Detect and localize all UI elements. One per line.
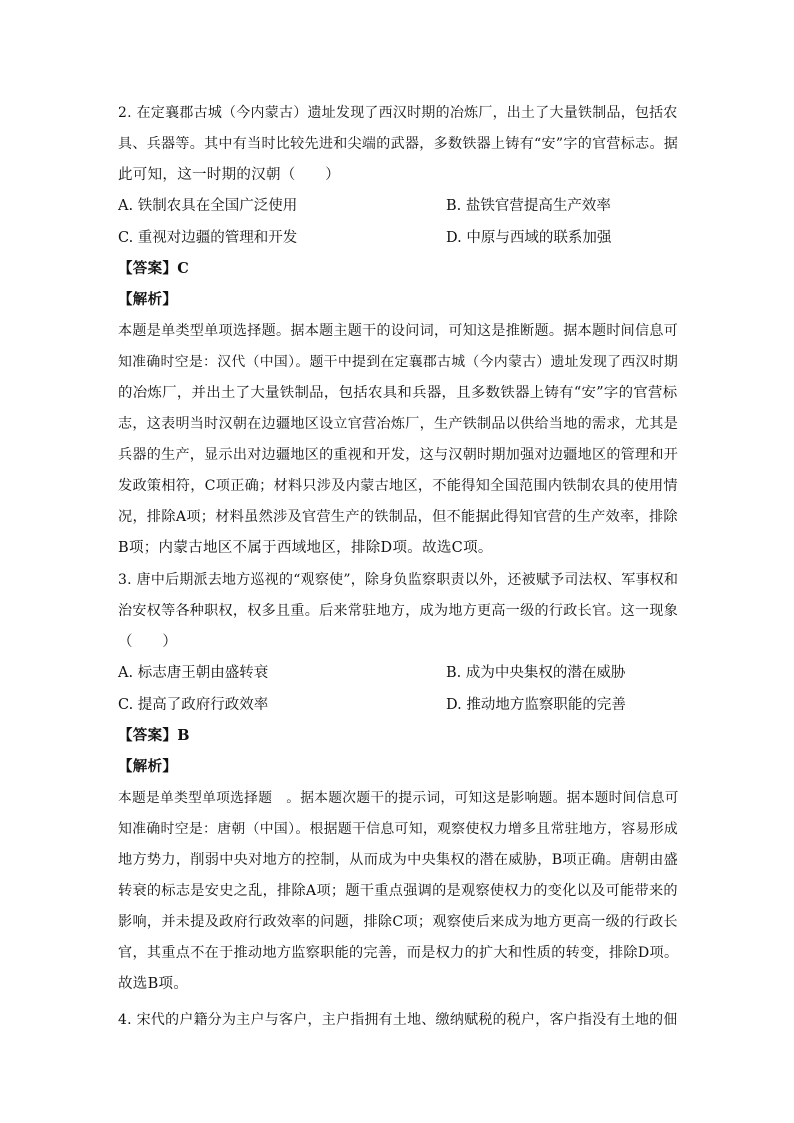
- q3-analysis-line-1: 本题是单类型单项选择题 。据本题次题干的提示词，可知这是影响题。据本题时间信息可: [118, 790, 679, 806]
- q2-analysis-line-3: 的冶炼厂，并出土了大量铁制品，包括农具和兵器，且多数铁器上铸有“安”字的官营标: [118, 385, 678, 401]
- q3-analysis-line-6: 官，其重点不在于推动地方监察职能的完善，而是权力的扩大和性质的转变，排除D项。: [118, 945, 679, 961]
- q2-analysis-label: 【解析】: [118, 291, 178, 308]
- q4-stem-line-1: 4. 宋代的户籍分为主户与客户，主户指拥有土地、缴纳赋税的税户，客户指没有土地的佃: [118, 1012, 678, 1028]
- q2-analysis-line-5: 兵器的生产，显示出对边疆地区的重视和开发，这与汉朝时期加强对边疆地区的管理和开: [118, 447, 679, 463]
- q2-option-d: D. 中原与西域的联系加强: [446, 230, 612, 246]
- q2-stem-line-3: 此可知，这一时期的汉朝（ ）: [118, 167, 340, 183]
- q3-stem-line-3: （ ）: [118, 634, 178, 650]
- q2-analysis-line-2: 知准确时空是：汉代（中国）。题干中提到在定襄郡古城（今内蒙古）遗址发现了西汉时期: [118, 354, 679, 370]
- q2-option-b: B. 盐铁官营提高生产效率: [446, 198, 611, 214]
- q3-analysis-line-2: 知准确时空是：唐朝（中国）。根据题干信息可知，观察使权力增多且常驻地方，容易形成: [118, 821, 679, 837]
- q2-stem-line-2: 具、兵器等。其中有当时比较先进和尖端的武器，多数铁器上铸有“安”字的官营标志。据: [118, 136, 679, 152]
- q2-option-a: A. 铁制农具在全国广泛使用: [118, 198, 298, 214]
- q2-analysis-line-1: 本题是单类型单项选择题。据本题主题干的设问词，可知这是推断题。据本题时间信息可: [118, 323, 679, 339]
- q3-answer: 【答案】B: [118, 727, 190, 744]
- q2-option-c: C. 重视对边疆的管理和开发: [118, 230, 298, 246]
- q2-answer: 【答案】C: [118, 260, 190, 277]
- q2-analysis-line-4: 志，这表明当时汉朝在边疆地区设立官营冶炼厂，生产铁制品以供给当地的需求，尤其是: [118, 416, 679, 432]
- q3-analysis-label: 【解析】: [118, 758, 178, 775]
- q2-analysis-line-6: 发政策相符，C项正确；材料只涉及内蒙古地区，不能得知全国范围内铁制农具的使用情: [118, 478, 678, 494]
- q3-option-a: A. 标志唐王朝由盛转衰: [118, 665, 269, 681]
- q2-stem-line-1: 2. 在定襄郡古城（今内蒙古）遗址发现了西汉时期的冶炼厂，出土了大量铁制品，包括农: [118, 105, 678, 121]
- q2-analysis-line-8: B项；内蒙古地区不属于西域地区，排除D项。故选C项。: [118, 540, 493, 556]
- q3-stem-line-2: 治安权等各种职权，权多且重。后来常驻地方，成为地方更高一级的行政长官。这一现象: [118, 603, 679, 619]
- q2-analysis-line-7: 况，排除A项；材料虽然涉及官营生产的铁制品，但不能据此得知官营的生产效率，排除: [118, 509, 678, 525]
- q3-analysis-line-5: 影响，并未提及政府行政效率的问题，排除C项；观察使后来成为地方更高一级的行政长: [118, 914, 678, 930]
- q3-option-c: C. 提高了政府行政效率: [118, 697, 269, 713]
- q3-option-b: B. 成为中央集权的潜在威胁: [446, 665, 626, 681]
- q3-analysis-line-3: 地方势力，削弱中央对地方的控制，从而成为中央集权的潜在威胁，B项正确。唐朝由盛: [118, 852, 679, 868]
- q3-stem-line-1: 3. 唐中后期派去地方巡视的“观察使”，除身负监察职责以外，还被赋予司法权、军事权和: [118, 572, 679, 588]
- q3-analysis-line-7: 故选B项。: [118, 976, 189, 992]
- q3-option-d: D. 推动地方监察职能的完善: [446, 697, 626, 713]
- q3-analysis-line-4: 转衰的标志是安史之乱，排除A项；题干重点强调的是观察使权力的变化以及可能带来的: [118, 883, 678, 899]
